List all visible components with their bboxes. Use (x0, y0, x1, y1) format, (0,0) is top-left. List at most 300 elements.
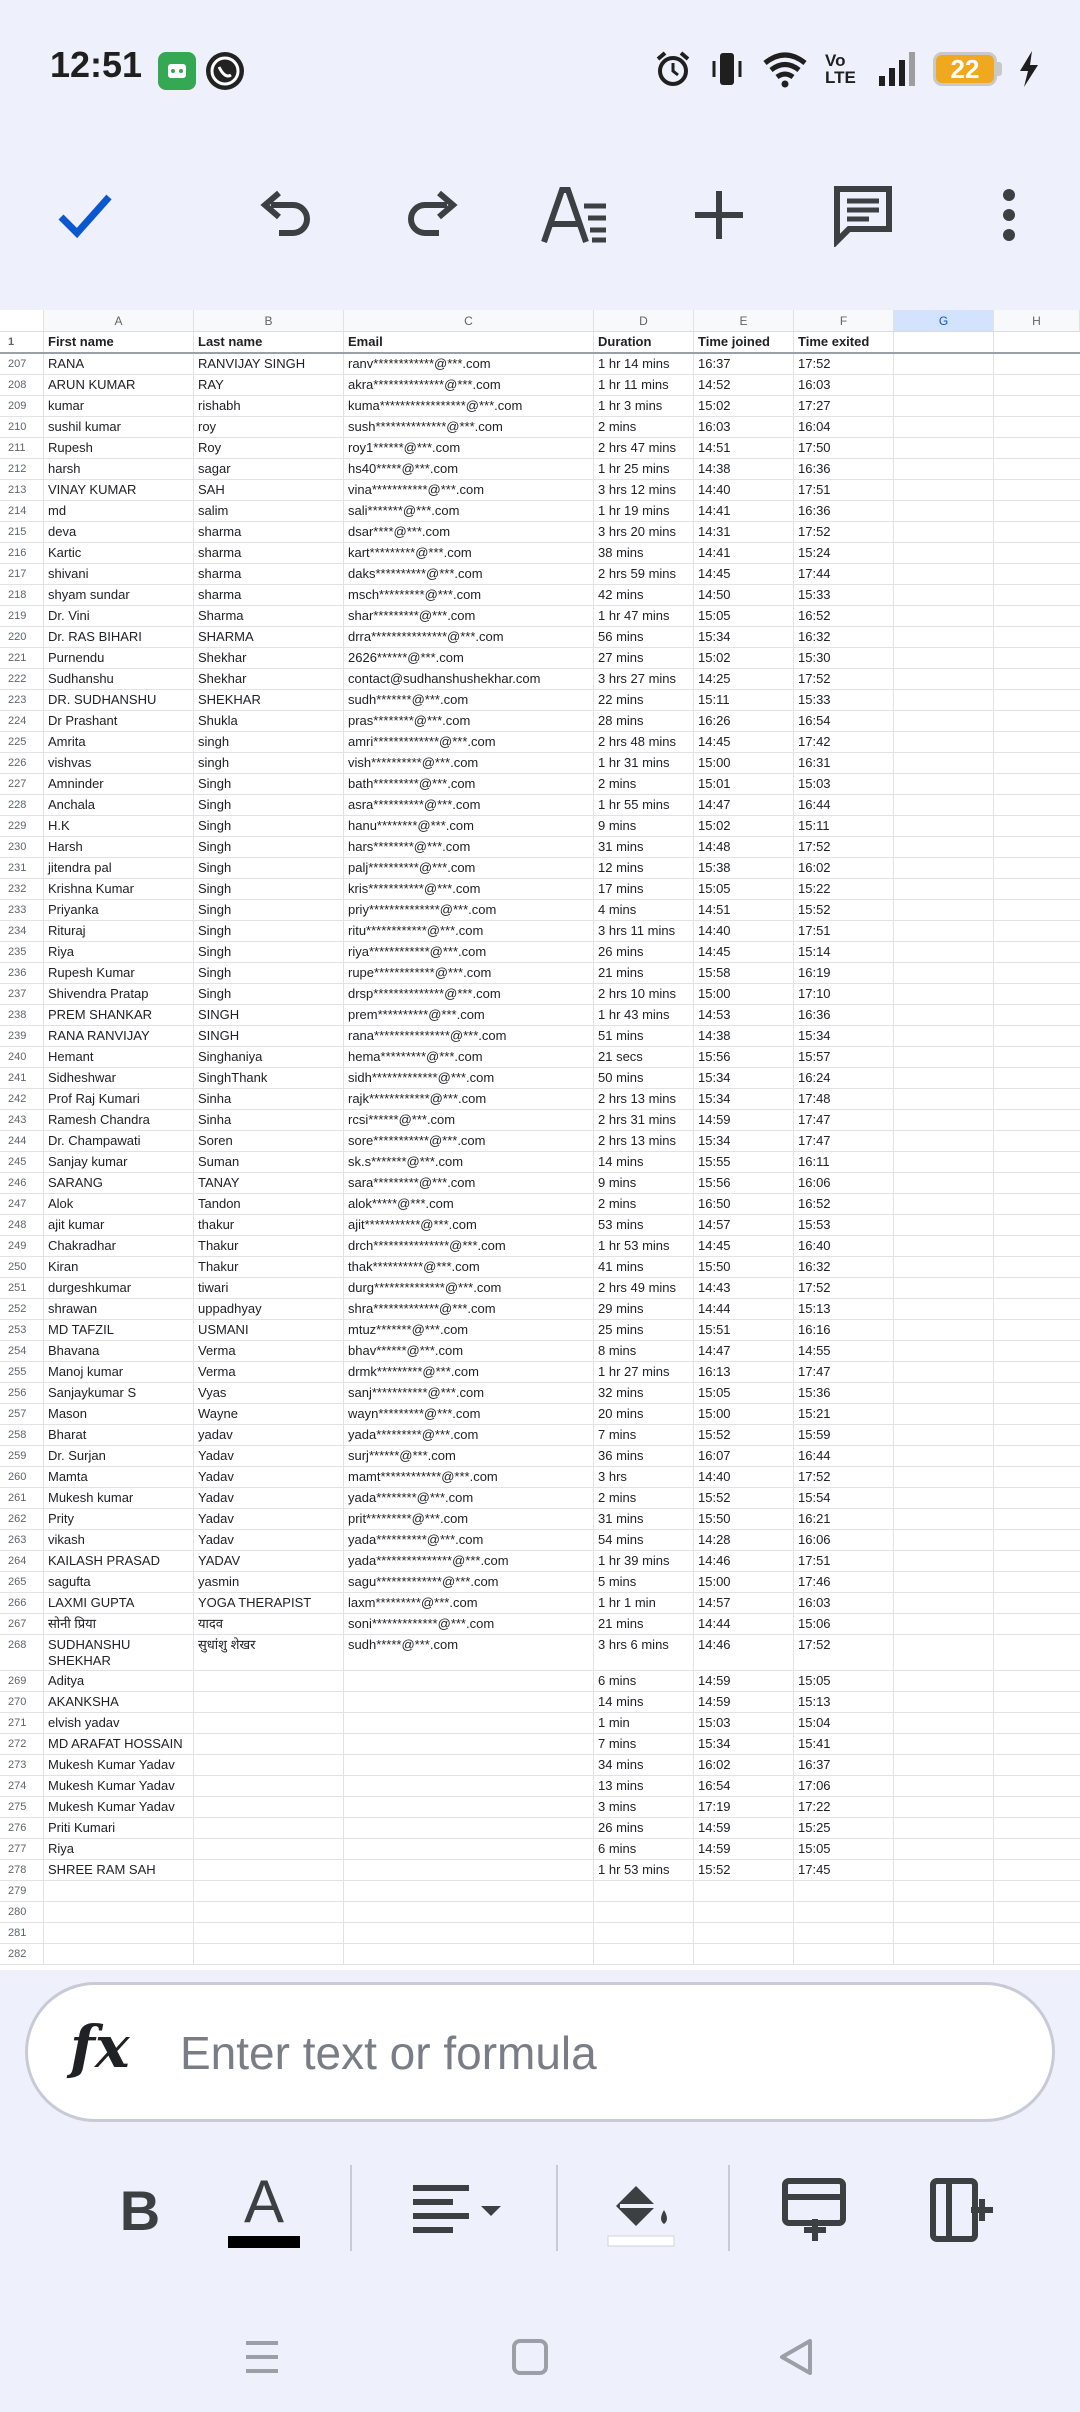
cell[interactable]: 14:51 (694, 438, 794, 458)
cell[interactable]: 26 mins (594, 1818, 694, 1838)
row-number[interactable]: 215 (0, 522, 44, 542)
cell[interactable]: 17:51 (794, 480, 894, 500)
text-format-icon[interactable] (520, 160, 630, 270)
cell[interactable] (994, 480, 1080, 500)
cell[interactable]: 15:11 (794, 816, 894, 836)
spreadsheet-grid[interactable] (0, 310, 1080, 1970)
cell[interactable] (994, 1404, 1080, 1424)
cell[interactable]: 1 hr 14 mins (594, 354, 694, 374)
cell[interactable] (894, 1089, 994, 1109)
row-number[interactable]: 243 (0, 1110, 44, 1130)
cell[interactable]: 15:34 (694, 1131, 794, 1151)
cell[interactable] (994, 1236, 1080, 1256)
cell[interactable]: drch***************@***.com (344, 1236, 594, 1256)
cell[interactable]: 17:52 (794, 1467, 894, 1487)
cell[interactable]: Sidheshwar (44, 1068, 194, 1088)
cell[interactable]: sudh*******@***.com (344, 690, 594, 710)
cell[interactable] (994, 879, 1080, 899)
cell[interactable]: contact@sudhanshushekhar.com (344, 669, 594, 689)
cell[interactable] (894, 1881, 994, 1901)
cell[interactable]: salim (194, 501, 344, 521)
cell[interactable] (894, 690, 994, 710)
cell[interactable]: shivani (44, 564, 194, 584)
cell[interactable] (994, 1776, 1080, 1796)
cell[interactable] (994, 669, 1080, 689)
cell[interactable] (894, 732, 994, 752)
redo-icon[interactable] (376, 160, 486, 270)
cell[interactable]: 15:34 (794, 1026, 894, 1046)
cell[interactable] (994, 1152, 1080, 1172)
cell[interactable]: Mukesh kumar (44, 1488, 194, 1508)
cell[interactable]: Singh (194, 984, 344, 1004)
cell[interactable]: 17:47 (794, 1131, 894, 1151)
header-cell[interactable]: Last name (194, 332, 344, 352)
header-cell[interactable] (894, 332, 994, 352)
cell[interactable]: Aditya (44, 1671, 194, 1691)
cell[interactable] (994, 1194, 1080, 1214)
cell[interactable] (894, 1341, 994, 1361)
cell[interactable]: सुधांशु शेखर (194, 1635, 344, 1670)
cell[interactable] (994, 1278, 1080, 1298)
header-cell[interactable]: Email (344, 332, 594, 352)
cell[interactable]: 15:04 (794, 1713, 894, 1733)
cell[interactable] (894, 1902, 994, 1922)
cell[interactable]: shra*************@***.com (344, 1299, 594, 1319)
cell[interactable]: 15:05 (694, 879, 794, 899)
row-number[interactable]: 253 (0, 1320, 44, 1340)
cell[interactable] (694, 1944, 794, 1964)
cell[interactable] (994, 921, 1080, 941)
cell[interactable]: singh (194, 732, 344, 752)
cell[interactable]: 14:47 (694, 1341, 794, 1361)
row-number[interactable]: 223 (0, 690, 44, 710)
cell[interactable]: 17:10 (794, 984, 894, 1004)
cell[interactable]: 17:52 (794, 837, 894, 857)
cell[interactable]: priy**************@***.com (344, 900, 594, 920)
cell[interactable] (994, 837, 1080, 857)
cell[interactable]: H.K (44, 816, 194, 836)
cell[interactable] (894, 1467, 994, 1487)
cell[interactable] (894, 1635, 994, 1670)
row-number[interactable]: 250 (0, 1257, 44, 1277)
row-number[interactable]: 269 (0, 1671, 44, 1691)
cell[interactable] (894, 711, 994, 731)
cell[interactable]: USMANI (194, 1320, 344, 1340)
cell[interactable]: Rupesh (44, 438, 194, 458)
cell[interactable] (894, 1446, 994, 1466)
cell[interactable]: 16:54 (794, 711, 894, 731)
cell[interactable] (994, 942, 1080, 962)
cell[interactable]: Mukesh Kumar Yadav (44, 1755, 194, 1775)
cell[interactable]: 1 hr 27 mins (594, 1362, 694, 1382)
cell[interactable] (894, 1278, 994, 1298)
cell[interactable]: 16:03 (794, 375, 894, 395)
cell[interactable] (894, 417, 994, 437)
cell[interactable] (794, 1944, 894, 1964)
cell[interactable]: 15:34 (694, 1068, 794, 1088)
cell[interactable]: durgeshkumar (44, 1278, 194, 1298)
cell[interactable]: mamt************@***.com (344, 1467, 594, 1487)
cell[interactable]: 14:45 (694, 942, 794, 962)
cell[interactable]: Singh (194, 795, 344, 815)
cell[interactable]: 15:52 (694, 1860, 794, 1880)
cell[interactable]: 16:06 (794, 1173, 894, 1193)
cell[interactable]: 14:45 (694, 732, 794, 752)
cell[interactable]: 17:48 (794, 1089, 894, 1109)
cell[interactable] (894, 1593, 994, 1613)
cell[interactable] (894, 1152, 994, 1172)
cell[interactable]: 14:41 (694, 501, 794, 521)
row-number[interactable]: 275 (0, 1797, 44, 1817)
cell[interactable]: 14:59 (694, 1818, 794, 1838)
cell[interactable]: Bharat (44, 1425, 194, 1445)
cell[interactable]: 20 mins (594, 1404, 694, 1424)
insert-row-button[interactable] (764, 2150, 864, 2270)
cell[interactable]: 15:22 (794, 879, 894, 899)
cell[interactable] (994, 1131, 1080, 1151)
cell[interactable] (194, 1881, 344, 1901)
cell[interactable]: RANVIJAY SINGH (194, 354, 344, 374)
cell[interactable] (994, 1797, 1080, 1817)
cell[interactable]: 14:50 (694, 585, 794, 605)
cell[interactable]: 6 mins (594, 1671, 694, 1691)
column-header-a[interactable]: A (44, 310, 194, 331)
cell[interactable]: Amninder (44, 774, 194, 794)
cell[interactable] (894, 1776, 994, 1796)
row-number[interactable]: 224 (0, 711, 44, 731)
cell[interactable]: yasmin (194, 1572, 344, 1592)
row-number[interactable]: 211 (0, 438, 44, 458)
cell[interactable] (994, 1026, 1080, 1046)
cell[interactable]: Singhaniya (194, 1047, 344, 1067)
cell[interactable]: vikash (44, 1530, 194, 1550)
cell[interactable]: 15:14 (794, 942, 894, 962)
cell[interactable] (894, 585, 994, 605)
row-number[interactable]: 262 (0, 1509, 44, 1529)
cell[interactable]: soni*************@***.com (344, 1614, 594, 1634)
cell[interactable] (344, 1923, 594, 1943)
cell[interactable]: 16:54 (694, 1776, 794, 1796)
cell[interactable]: 15:53 (794, 1215, 894, 1235)
cell[interactable]: 29 mins (594, 1299, 694, 1319)
cell[interactable]: 17:52 (794, 669, 894, 689)
cell[interactable] (894, 396, 994, 416)
cell[interactable]: Priti Kumari (44, 1818, 194, 1838)
cell[interactable] (894, 900, 994, 920)
cell[interactable]: Singh (194, 837, 344, 857)
cell[interactable]: 14:28 (694, 1530, 794, 1550)
cell[interactable]: 7 mins (594, 1425, 694, 1445)
cell[interactable] (994, 816, 1080, 836)
cell[interactable]: 17:52 (794, 354, 894, 374)
cell[interactable] (994, 963, 1080, 983)
cell[interactable]: Yadav (194, 1530, 344, 1550)
cell[interactable] (894, 1257, 994, 1277)
cell[interactable]: SHREE RAM SAH (44, 1860, 194, 1880)
cell[interactable]: 15:00 (694, 753, 794, 773)
cell[interactable]: YADAV (194, 1551, 344, 1571)
cell[interactable] (344, 1755, 594, 1775)
cell[interactable] (894, 648, 994, 668)
cell[interactable]: elvish yadav (44, 1713, 194, 1733)
cell[interactable] (994, 1047, 1080, 1067)
cell[interactable] (194, 1797, 344, 1817)
cell[interactable]: drra***************@***.com (344, 627, 594, 647)
cell[interactable]: 14:41 (694, 543, 794, 563)
cell[interactable]: 17:46 (794, 1572, 894, 1592)
cell[interactable]: 14:55 (794, 1341, 894, 1361)
cell[interactable] (894, 1299, 994, 1319)
cell[interactable]: Prof Raj Kumari (44, 1089, 194, 1109)
cell[interactable] (994, 1551, 1080, 1571)
cell[interactable]: 21 secs (594, 1047, 694, 1067)
cell[interactable]: 3 hrs 11 mins (594, 921, 694, 941)
row-number[interactable]: 247 (0, 1194, 44, 1214)
cell[interactable]: sharma (194, 543, 344, 563)
cell[interactable]: Sanjay kumar (44, 1152, 194, 1172)
cell[interactable]: 16:13 (694, 1362, 794, 1382)
cell[interactable]: 12 mins (594, 858, 694, 878)
cell[interactable]: sagar (194, 459, 344, 479)
cell[interactable]: 16:36 (794, 501, 894, 521)
cell[interactable] (994, 1089, 1080, 1109)
cell[interactable]: Shekhar (194, 669, 344, 689)
cell[interactable]: DR. SUDHANSHU (44, 690, 194, 710)
cell[interactable]: Shivendra Pratap (44, 984, 194, 1004)
cell[interactable]: sara*********@***.com (344, 1173, 594, 1193)
cell[interactable] (194, 1671, 344, 1691)
cell[interactable]: 16:07 (694, 1446, 794, 1466)
cell[interactable]: 16:36 (794, 459, 894, 479)
cell[interactable]: 17:19 (694, 1797, 794, 1817)
cell[interactable]: 17:47 (794, 1110, 894, 1130)
cell[interactable] (794, 1902, 894, 1922)
text-color-button[interactable] (214, 2150, 314, 2270)
cell[interactable] (994, 1362, 1080, 1382)
cell[interactable]: 17:51 (794, 921, 894, 941)
cell[interactable]: 17:52 (794, 1278, 894, 1298)
cell[interactable]: harsh (44, 459, 194, 479)
cell[interactable]: Yadav (194, 1509, 344, 1529)
cell[interactable]: 15:34 (694, 1089, 794, 1109)
cell[interactable]: Rupesh Kumar (44, 963, 194, 983)
cell[interactable]: 15:25 (794, 1818, 894, 1838)
cell[interactable]: Purnendu (44, 648, 194, 668)
row-number[interactable]: 217 (0, 564, 44, 584)
cell[interactable]: Soren (194, 1131, 344, 1151)
cell[interactable]: sharma (194, 585, 344, 605)
cell[interactable] (894, 1614, 994, 1634)
row-number[interactable]: 274 (0, 1776, 44, 1796)
column-header-d[interactable]: D (594, 310, 694, 331)
cell[interactable]: Tandon (194, 1194, 344, 1214)
cell[interactable]: Thakur (194, 1236, 344, 1256)
cell[interactable] (344, 1692, 594, 1712)
cell[interactable] (994, 1446, 1080, 1466)
row-number[interactable]: 221 (0, 648, 44, 668)
cell[interactable]: thakur (194, 1215, 344, 1235)
cell[interactable]: YOGA THERAPIST (194, 1593, 344, 1613)
cell[interactable] (994, 606, 1080, 626)
cell[interactable]: 1 min (594, 1713, 694, 1733)
cell[interactable]: 15:52 (694, 1425, 794, 1445)
row-number[interactable]: 266 (0, 1593, 44, 1613)
cell[interactable]: 15:05 (794, 1671, 894, 1691)
row-number[interactable]: 227 (0, 774, 44, 794)
cell[interactable] (894, 1530, 994, 1550)
cell[interactable] (894, 1215, 994, 1235)
cell[interactable]: roy (194, 417, 344, 437)
cell[interactable] (894, 1425, 994, 1445)
cell[interactable] (344, 1818, 594, 1838)
cell[interactable]: 14:59 (694, 1839, 794, 1859)
cell[interactable]: Yadav (194, 1488, 344, 1508)
cell[interactable]: Riya (44, 942, 194, 962)
cell[interactable] (894, 480, 994, 500)
cell[interactable]: 15:13 (794, 1299, 894, 1319)
row-number[interactable]: 207 (0, 354, 44, 374)
cell[interactable] (994, 1068, 1080, 1088)
cell[interactable]: sanj***********@***.com (344, 1383, 594, 1403)
cell[interactable] (994, 1944, 1080, 1964)
cell[interactable] (994, 585, 1080, 605)
cell[interactable]: shar*********@***.com (344, 606, 594, 626)
cell[interactable] (894, 1692, 994, 1712)
row-number[interactable]: 231 (0, 858, 44, 878)
row-number[interactable]: 246 (0, 1173, 44, 1193)
cell[interactable]: SINGH (194, 1005, 344, 1025)
cell[interactable] (994, 1257, 1080, 1277)
row-number[interactable]: 257 (0, 1404, 44, 1424)
cell[interactable]: Ramesh Chandra (44, 1110, 194, 1130)
cell[interactable]: 21 mins (594, 1614, 694, 1634)
cell[interactable] (894, 1047, 994, 1067)
cell[interactable] (594, 1923, 694, 1943)
cell[interactable] (344, 1713, 594, 1733)
cell[interactable]: rupe************@***.com (344, 963, 594, 983)
cell[interactable] (994, 417, 1080, 437)
column-header-e[interactable]: E (694, 310, 794, 331)
cell[interactable]: RANA (44, 354, 194, 374)
cell[interactable]: 15:56 (694, 1173, 794, 1193)
row-number[interactable]: 278 (0, 1860, 44, 1880)
cell[interactable]: 14:59 (694, 1110, 794, 1130)
cell[interactable] (594, 1944, 694, 1964)
cell[interactable]: 51 mins (594, 1026, 694, 1046)
row-number[interactable]: 214 (0, 501, 44, 521)
row-number[interactable]: 228 (0, 795, 44, 815)
cell[interactable]: vina***********@***.com (344, 480, 594, 500)
cell[interactable] (994, 900, 1080, 920)
cell[interactable]: pras********@***.com (344, 711, 594, 731)
cell[interactable]: 14:53 (694, 1005, 794, 1025)
cell[interactable] (994, 1299, 1080, 1319)
cell[interactable] (794, 1881, 894, 1901)
cell[interactable]: 15:06 (794, 1614, 894, 1634)
cell[interactable] (194, 1902, 344, 1922)
cell[interactable]: Amrita (44, 732, 194, 752)
cell[interactable]: prem**********@***.com (344, 1005, 594, 1025)
back-icon[interactable] (756, 2322, 836, 2392)
cell[interactable]: 2 hrs 13 mins (594, 1089, 694, 1109)
cell[interactable]: 15:38 (694, 858, 794, 878)
row-number[interactable]: 233 (0, 900, 44, 920)
cell[interactable]: wayn*********@***.com (344, 1404, 594, 1424)
cell[interactable] (894, 837, 994, 857)
cell[interactable] (344, 1734, 594, 1754)
row-number[interactable]: 218 (0, 585, 44, 605)
cell[interactable]: 16:26 (694, 711, 794, 731)
cell[interactable] (994, 1425, 1080, 1445)
cell[interactable]: 9 mins (594, 1173, 694, 1193)
cell[interactable]: 16:36 (794, 1005, 894, 1025)
row-number[interactable]: 242 (0, 1089, 44, 1109)
cell[interactable] (994, 1635, 1080, 1670)
cell[interactable] (994, 1614, 1080, 1634)
cell[interactable]: Yadav (194, 1446, 344, 1466)
cell[interactable] (894, 1131, 994, 1151)
add-icon[interactable] (664, 160, 774, 270)
cell[interactable]: sagu*************@***.com (344, 1572, 594, 1592)
row-number[interactable]: 264 (0, 1551, 44, 1571)
cell[interactable]: Shekhar (194, 648, 344, 668)
row-number[interactable]: 232 (0, 879, 44, 899)
cell[interactable]: Yadav (194, 1467, 344, 1487)
cell[interactable] (194, 1713, 344, 1733)
cell[interactable] (194, 1818, 344, 1838)
cell[interactable] (994, 1755, 1080, 1775)
cell[interactable]: roy1******@***.com (344, 438, 594, 458)
cell[interactable]: bhav******@***.com (344, 1341, 594, 1361)
cell[interactable]: 15:50 (694, 1257, 794, 1277)
cell[interactable]: 14:40 (694, 480, 794, 500)
cell[interactable]: 16:50 (694, 1194, 794, 1214)
cell[interactable]: 15:41 (794, 1734, 894, 1754)
cell[interactable]: 15:30 (794, 648, 894, 668)
cell[interactable]: kumar (44, 396, 194, 416)
cell[interactable] (894, 1944, 994, 1964)
cell[interactable]: 15:51 (694, 1320, 794, 1340)
cell[interactable]: Vyas (194, 1383, 344, 1403)
cell[interactable]: laxm*********@***.com (344, 1593, 594, 1613)
comment-icon[interactable] (808, 160, 918, 270)
cell[interactable]: 16:04 (794, 417, 894, 437)
cell[interactable] (894, 774, 994, 794)
cell[interactable]: 22 mins (594, 690, 694, 710)
row-number[interactable]: 244 (0, 1131, 44, 1151)
cell[interactable]: yada***************@***.com (344, 1551, 594, 1571)
cell[interactable] (344, 1671, 594, 1691)
cell[interactable]: 3 mins (594, 1797, 694, 1817)
cell[interactable]: Mamta (44, 1467, 194, 1487)
cell[interactable]: 1 hr 43 mins (594, 1005, 694, 1025)
cell[interactable]: prit*********@***.com (344, 1509, 594, 1529)
cell[interactable] (994, 753, 1080, 773)
cell[interactable]: 27 mins (594, 648, 694, 668)
cell[interactable]: sush**************@***.com (344, 417, 594, 437)
cell[interactable]: kart*********@***.com (344, 543, 594, 563)
cell[interactable]: 54 mins (594, 1530, 694, 1550)
cell[interactable]: Kartic (44, 543, 194, 563)
cell[interactable] (894, 375, 994, 395)
column-header-h[interactable]: H (994, 310, 1080, 331)
cell[interactable]: 16:11 (794, 1152, 894, 1172)
cell[interactable]: daks**********@***.com (344, 564, 594, 584)
cell[interactable]: Kiran (44, 1257, 194, 1277)
cell[interactable] (194, 1755, 344, 1775)
cell[interactable] (894, 1860, 994, 1880)
row-number[interactable]: 259 (0, 1446, 44, 1466)
